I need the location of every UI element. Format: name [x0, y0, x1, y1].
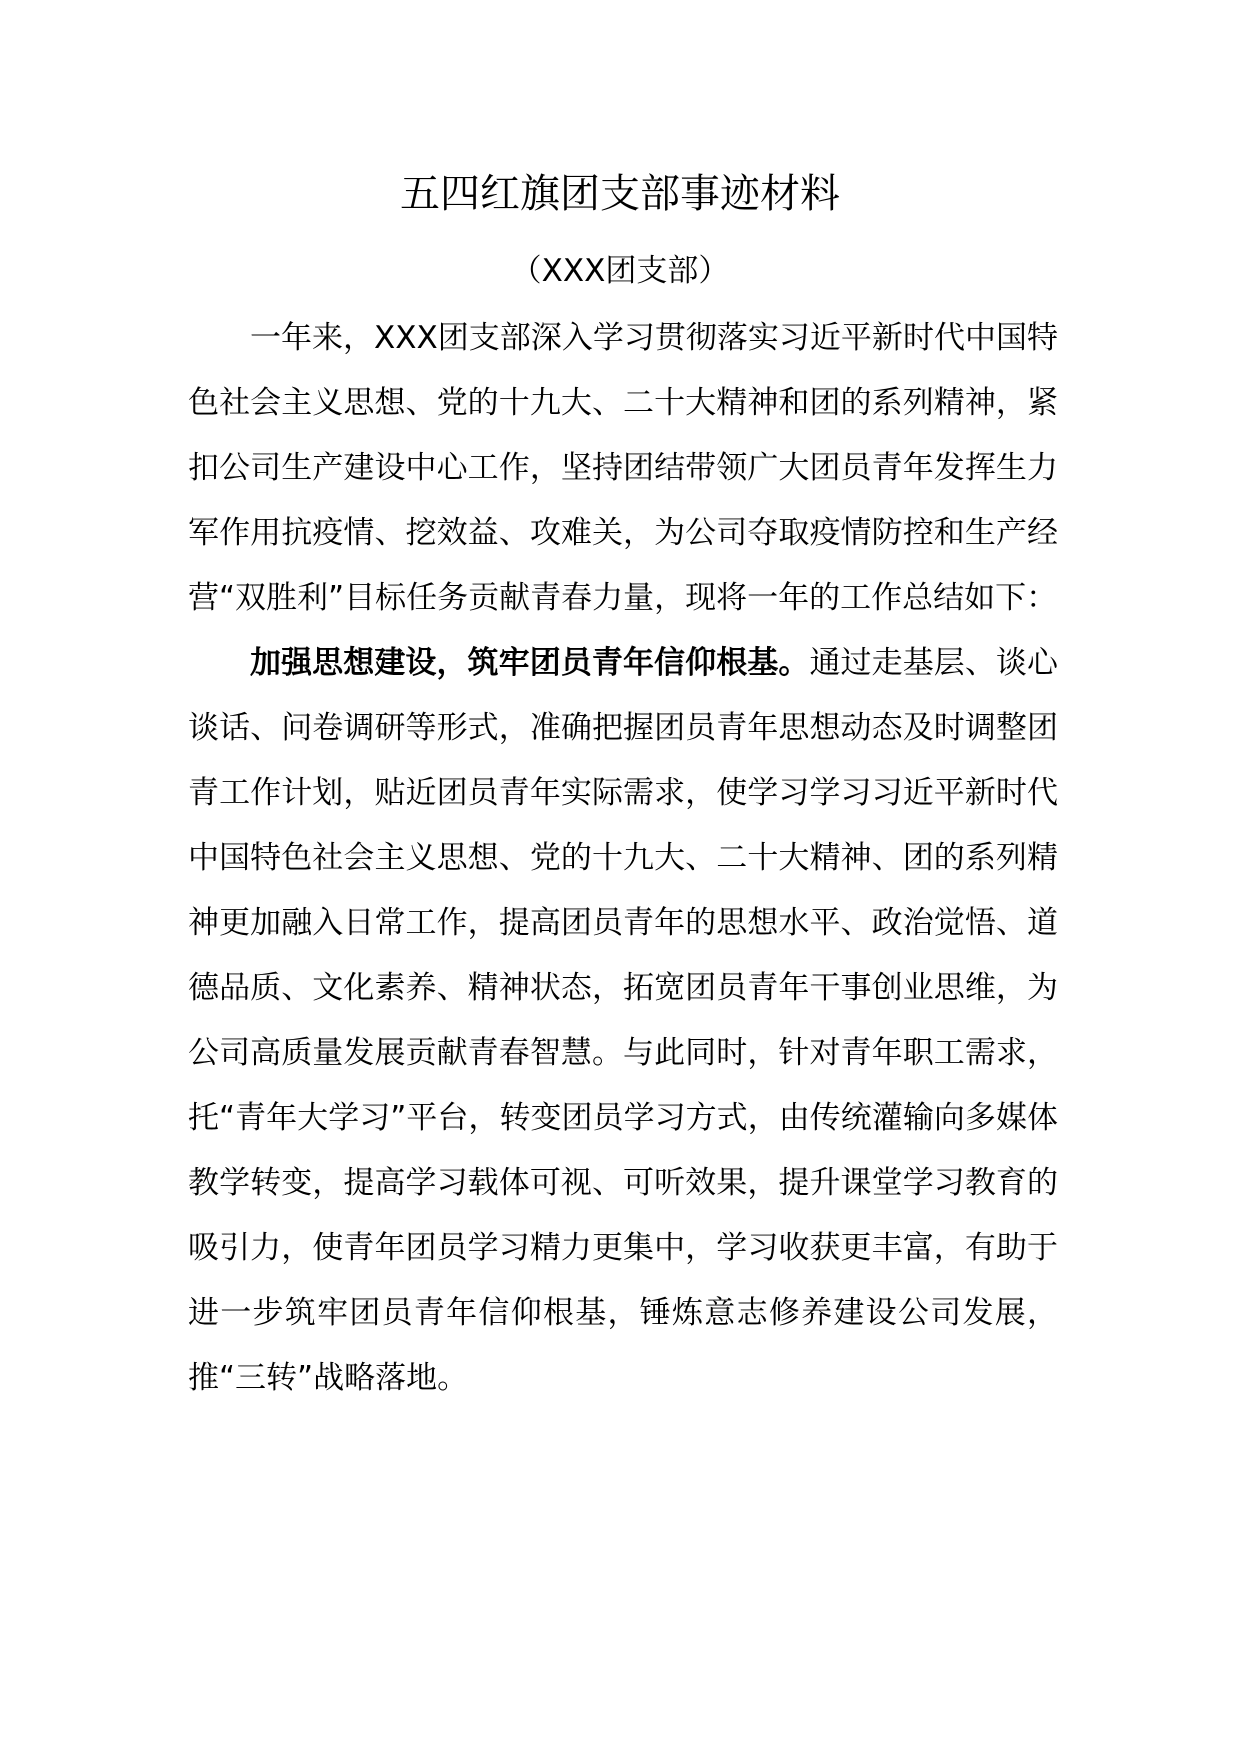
- document-subtitle: （XXX团支部）: [510, 253, 730, 289]
- paragraph-text: 一年来，XXX团支部深入学习贯彻落实习近平新时代中国特色社会主义思想、党的十九大、二十大精神和团的系列精神，紧扣公司生产建设中心工作，坚持团结带领广大团员青年发挥生力军作用抗疫情、挖效益、攻难关，为公司夺取疫情防控和生产经营“双胜利”目标任务贡献青春力量，现将一年的工作总结如下：: [188, 320, 1058, 616]
- paragraph-thought-building: [188, 631, 1058, 1411]
- paragraph-text: 通过走基层、谈心谈话、问卷调研等形式，准确把握团员青年思想动态及时调整团青工作计划，贴近团员青年实际需求，使学习学习习近平新时代中国特色社会主义思想、党的十九大、二十大精神、团的系列精神更加融入日常工作，提高团员青年的思想水平、政治觉悟、道德品质、文化素养、精神状态，拓宽团员青年干事创业思维，为公司高质量发展贡献青春智慧。与此同时，针对青年职工需求，托“青年大学习”平台，转变团员学习方式，由传统灌输向多媒体教学转变，提高学习载体可视、可听效果，提升课堂学习教育的吸引力，使青年团员学习精力更集中，学习收获更丰富，有助于进一步筑牢团员青年信仰根基，锤炼意志修养建设公司发展，推“三转”战略落地。: [188, 645, 1059, 1396]
- paragraph-heading: 加强思想建设，筑牢团员青年信仰根基。: [250, 645, 810, 681]
- document-title: 五四红旗团支部事迹材料: [400, 171, 840, 217]
- document-body: [188, 306, 1058, 1411]
- paragraph-intro: [188, 306, 1058, 631]
